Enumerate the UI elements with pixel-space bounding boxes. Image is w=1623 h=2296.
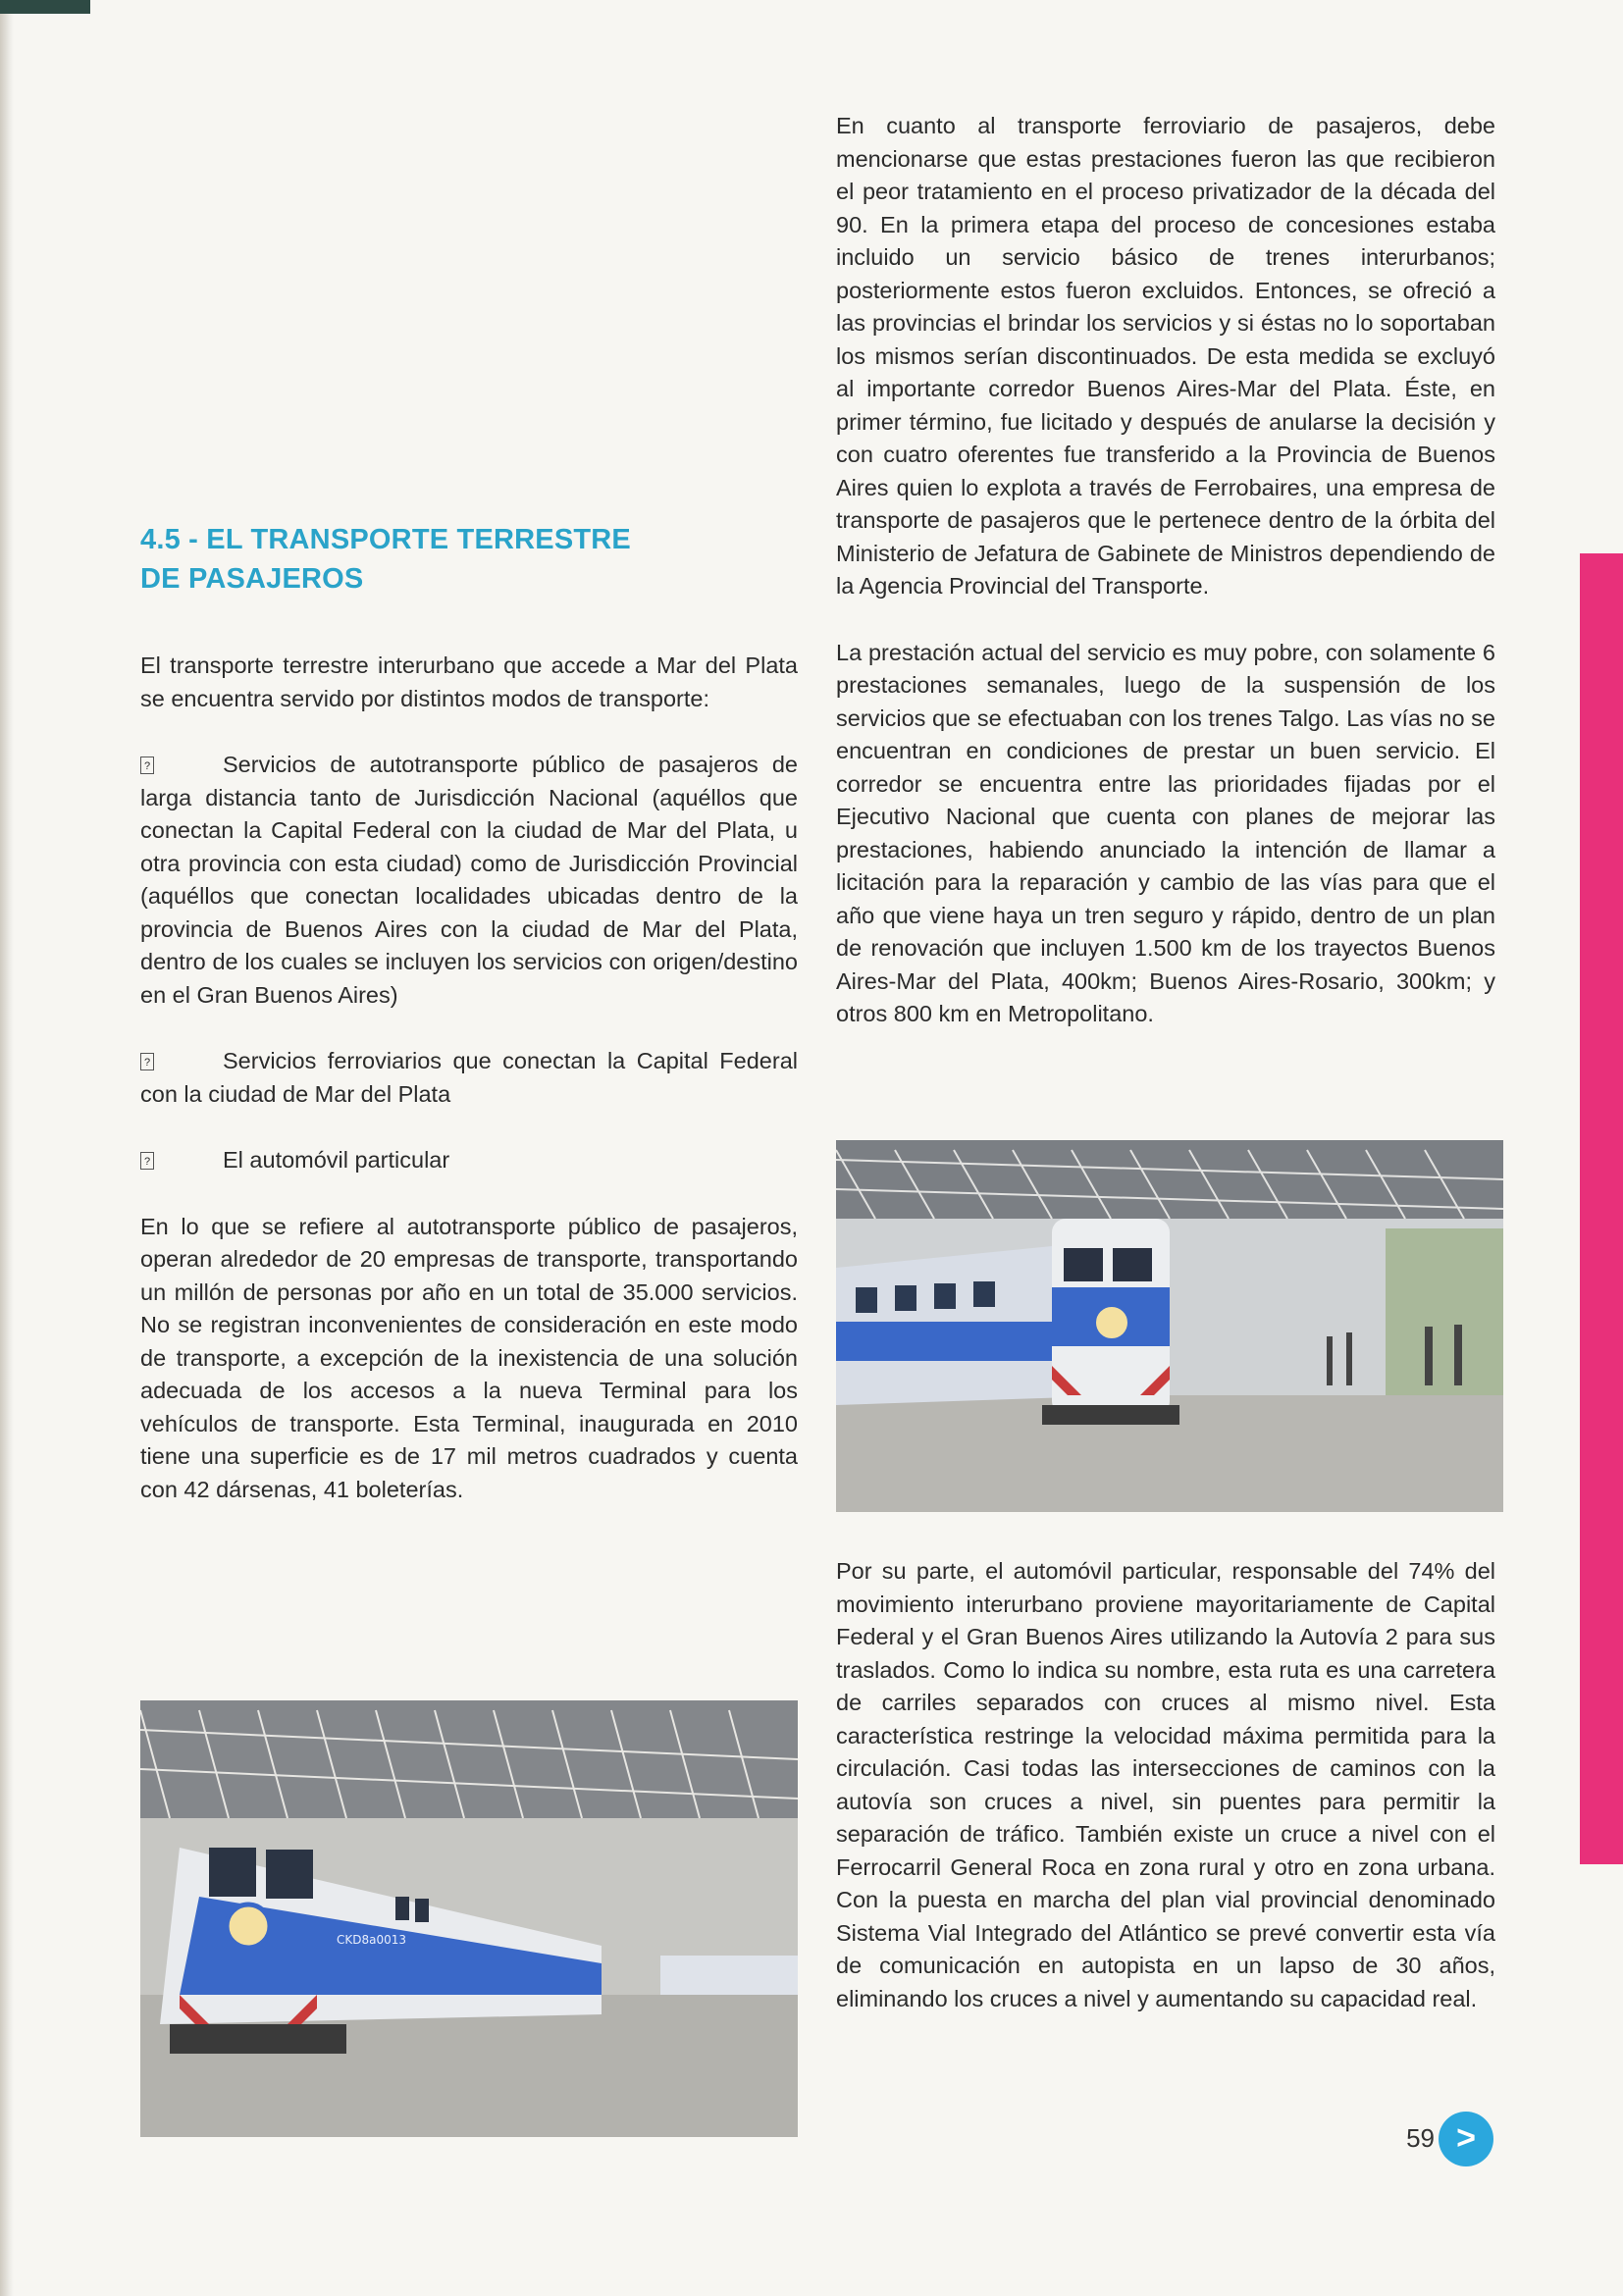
locomotive-illustration <box>140 1700 798 2137</box>
section-heading <box>140 520 798 599</box>
rail-history-paragraph: En cuanto al transporte ferroviario de pasajeros, debe mencionarse que estas prestaciones fueron las que recibieron el peor tratamiento en el proceso privatizador de la década del 90. En la primera etapa del proceso de concesiones estaba incluido un servicio básico de trenes interurbanos; posteriormente estos fueron excluidos. Entonces, se ofreció a las provincias el brindar los servicios y si éstas no lo soportaban los mismos serían discontinuados. De esta medida se excluyó al importante corredor Buenos Aires-Mar del Plata. Éste, en primer término, fue licitado y después de anularse la decisión y con cuatro oferentes fue transferido a la Provincia de Buenos Aires quien lo explota a través de Ferrobaires, una empresa de transporte de pasajeros que le pertenece dentro de la órbita del Ministerio de Jefatura de Gabinete de Ministros dependiendo de la Agencia Provincial del Transporte. <box>836 113 1495 599</box>
bullet-marker-icon: ? <box>140 1152 154 1170</box>
next-page-button[interactable]: > <box>1439 2112 1493 2166</box>
corner-mark <box>0 0 90 14</box>
locomotive-label: CKD8a0013 <box>337 1933 407 1947</box>
train-illustration <box>836 1140 1503 1512</box>
private-car-paragraph: Por su parte, el automóvil particular, responsable del 74% del movimiento interurbano proviene mayoritariamente de Capital Federal y el Gran Buenos Aires utilizando la Autovía 2 para sus traslados. Como lo indica su nombre, esta ruta es una carretera de carriles separados con cruces al mismo nivel. Esta característica restringe la velocidad máxima permitida para la circulación. Casi todas las intersecciones de caminos con la autovía son cruces a nivel, sin puentes para permitir la separación de tráfico. También existe un cruce a nivel con el Ferrocarril General Roca en zona rural y otro en zona urbana. Con la puesta en marcha del plan vial provincial denominado Sistema Vial Integrado del Atlántico se prevé convertir esta vía de comunicación en autopista en un lapso de 30 años, eliminando los cruces a nivel y aumentando su capacidad real. <box>836 1558 1495 2011</box>
bullet-marker-icon: ? <box>140 757 154 774</box>
list-item <box>140 1144 798 1177</box>
right-column <box>836 110 1495 1065</box>
section-heading-line2: DE PASAJEROS <box>140 563 364 595</box>
list-item-text: Servicios de autotransporte público de pasajeros de larga distancia tanto de Jurisdicción Nacional (aquéllos que conectan la Capital Federal con la ciudad de Mar del Plata, u otra provincia con esta ciudad) como de Jurisdicción Provincial (aquéllos que conectan localidades ubicadas dentro de la provincia de Buenos Aires con la ciudad de Mar del Plata, dentro de los cuales se incluyen los servicios con origen/destino en el Gran Buenos Aires) <box>140 752 798 1008</box>
page-number: 59 <box>1406 2123 1435 2153</box>
section-tab-marker <box>1580 553 1623 1864</box>
rail-service-paragraph: La prestación actual del servicio es muy pobre, con solamente 6 prestaciones semanales, luego de la suspensión de los servicios que se efectuaban con los trenes Talgo. Las vías no se encuentran en condiciones de prestar un buen servicio. El corredor se encuentra entre las prioridades fijadas por el Ejecutivo Nacional que cuenta con planes de mejorar las prestaciones, habiendo anunciado la intención de llamar a licitación para la reparación y cambio de las vías para que el año que viene haya un tren seguro y rápido, dentro de un plan de renovación que incluyen 1.500 km de los trayectos Buenos Aires-Mar del Plata, 400km; Buenos Aires-Rosario, 300km; y otros 800 km en Metropolitano. <box>836 639 1495 1026</box>
bullet-marker-icon: ? <box>140 1053 154 1070</box>
section-heading-line1: 4.5 - EL TRANSPORTE TERRESTRE <box>140 524 631 555</box>
intro-paragraph: El transporte terrestre interurbano que accede a Mar del Plata se encuentra servido por distintos modos de transporte: <box>140 652 798 711</box>
list-item-text: El automóvil particular <box>223 1147 450 1173</box>
left-column <box>140 520 798 1539</box>
list-item <box>140 1045 798 1111</box>
page-spine-shadow <box>0 0 14 2296</box>
list-item <box>140 749 798 1012</box>
bus-transport-paragraph: En lo que se refiere al autotransporte público de pasajeros, operan alrededor de 20 empresas de transporte, transportando un millón de personas por año en un total de 35.000 servicios. No se registran inconvenientes de consideración en este modo de transporte, a excepción de la inexistencia de una solución adecuada de los accesos a la nueva Terminal para los vehículos de transporte. Esta Terminal, inaugurada en 2010 tiene una superficie es de 17 mil metros cuadrados y cuenta con 42 dársenas, 41 boleterías. <box>140 1213 798 1502</box>
list-item-text: Servicios ferroviarios que conectan la Capital Federal con la ciudad de Mar del Plata <box>140 1048 798 1107</box>
locomotive-photo-left <box>140 1700 798 2137</box>
train-station-photo-right <box>836 1140 1503 1512</box>
